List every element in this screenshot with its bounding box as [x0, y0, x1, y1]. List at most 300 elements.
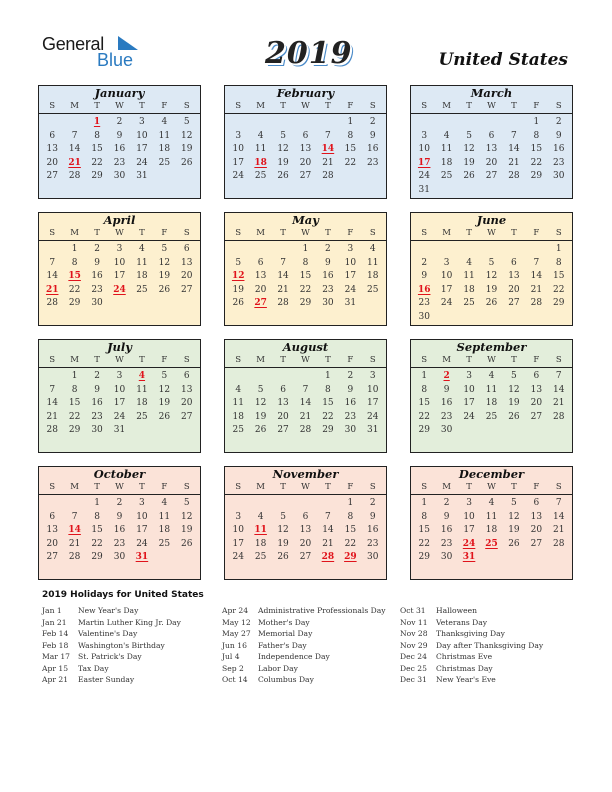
day-cell: 30: [440, 425, 453, 436]
empty-cell: [227, 370, 249, 384]
day-cell: 6: [49, 511, 56, 522]
day-cell: 30: [440, 552, 453, 563]
day-cell: 29: [418, 425, 430, 436]
day-cell: 10: [136, 130, 148, 141]
day-cell: 12: [277, 144, 289, 155]
day-cell: 3: [421, 130, 428, 141]
day-cell: 30: [367, 552, 379, 563]
holidays-title: 2019 Holidays for United States: [42, 590, 204, 600]
day-cell: 25: [136, 284, 148, 295]
day-cell: 2: [347, 371, 354, 381]
empty-cell: [249, 370, 271, 384]
holiday-day-cell: 14: [68, 525, 81, 536]
day-cell: 27: [299, 552, 312, 563]
day-cell: 30: [344, 425, 357, 436]
empty-cell: [435, 116, 457, 130]
empty-cell: [249, 497, 271, 511]
day-cell: 21: [553, 398, 565, 409]
weekday-header-row: [411, 481, 572, 495]
day-cell: 24: [136, 157, 148, 168]
empty-cell: [63, 497, 85, 511]
day-cell: 24: [418, 171, 430, 182]
month-may: [224, 212, 387, 326]
day-grid: [225, 368, 386, 438]
day-cell: 31: [367, 425, 379, 436]
day-cell: 22: [68, 284, 81, 295]
day-cell: 25: [136, 411, 148, 422]
day-cell: 20: [530, 398, 543, 409]
weekday-label: T: [325, 355, 331, 365]
weekday-label: S: [183, 228, 190, 238]
weekday-label: F: [533, 482, 540, 492]
day-cell: 10: [136, 511, 148, 522]
day-cell: 2: [325, 244, 331, 254]
day-cell: 23: [344, 411, 357, 422]
day-cell: 15: [91, 144, 103, 155]
holiday-name: Martin Luther King Jr. Day: [78, 617, 181, 627]
day-cell: 2: [369, 117, 376, 127]
holiday-name: New Year's Day: [78, 606, 139, 615]
weekday-label: F: [347, 228, 354, 238]
day-cell: 10: [367, 384, 379, 395]
day-cell: 28: [553, 538, 565, 549]
empty-cell: [294, 370, 316, 384]
day-cell: 19: [158, 271, 171, 282]
day-cell: 28: [68, 552, 81, 563]
empty-cell: [480, 243, 502, 257]
month-name: August: [282, 340, 329, 354]
weekday-label: M: [442, 482, 451, 492]
holiday-row: [42, 663, 181, 675]
day-cell: 2: [421, 257, 428, 268]
day-cell: 26: [181, 157, 193, 168]
logo-text-blue: Blue: [97, 50, 134, 70]
day-cell: 26: [232, 298, 244, 309]
day-cell: 27: [299, 171, 312, 182]
day-cell: 25: [485, 411, 498, 422]
day-cell: 31: [136, 171, 148, 182]
day-cell: 20: [530, 525, 543, 536]
day-cell: 18: [158, 144, 171, 155]
empty-cell: [272, 497, 294, 511]
day-cell: 8: [71, 257, 78, 268]
weekday-header-row: [411, 100, 572, 114]
day-cell: 17: [440, 284, 453, 295]
day-cell: 9: [443, 511, 450, 522]
empty-cell: [317, 497, 339, 511]
weekday-label: T: [466, 482, 472, 492]
day-cell: 17: [232, 157, 244, 168]
weekday-label: F: [347, 101, 354, 111]
day-cell: 22: [299, 284, 312, 295]
day-cell: 14: [46, 271, 58, 282]
day-cell: 29: [91, 171, 103, 182]
weekday-label: T: [139, 228, 145, 238]
day-cell: 30: [113, 552, 126, 563]
day-cell: 18: [232, 411, 244, 422]
weekday-label: S: [235, 228, 242, 238]
day-cell: 27: [181, 411, 193, 422]
day-cell: 18: [136, 271, 148, 282]
holiday-day-cell: 25: [485, 538, 498, 549]
day-grid: [39, 495, 200, 565]
weekday-label: S: [555, 228, 562, 238]
day-grid: [411, 114, 572, 198]
day-grid: [411, 368, 572, 438]
day-cell: 12: [508, 511, 520, 522]
holiday-name: Washington's Birthday: [78, 640, 165, 650]
weekday-label: W: [301, 482, 310, 492]
holiday-name: Columbus Day: [258, 675, 314, 684]
day-cell: 29: [418, 552, 430, 563]
day-cell: 27: [530, 411, 543, 422]
day-cell: 4: [466, 257, 472, 268]
holiday-date: Jul 4: [222, 652, 240, 661]
day-cell: 10: [418, 144, 430, 155]
month-december: [410, 466, 573, 580]
day-cell: 12: [181, 130, 193, 141]
empty-cell: [227, 243, 249, 257]
day-cell: 12: [181, 511, 193, 522]
day-cell: 1: [347, 498, 354, 508]
day-cell: 26: [277, 552, 289, 563]
holiday-row: [42, 628, 181, 640]
day-cell: 2: [116, 498, 123, 508]
weekday-label: T: [94, 355, 100, 365]
weekday-label: T: [94, 228, 100, 238]
day-cell: 7: [49, 257, 56, 268]
day-cell: 20: [299, 538, 312, 549]
day-cell: 6: [533, 498, 540, 508]
day-cell: 3: [139, 117, 145, 127]
weekday-label: S: [183, 355, 190, 365]
day-cell: 13: [485, 144, 498, 155]
holiday-date: Apr 21: [42, 675, 69, 684]
day-cell: 30: [322, 298, 334, 309]
holiday-name: Labor Day: [258, 663, 298, 673]
day-grid: [39, 368, 200, 438]
day-cell: 19: [277, 538, 289, 549]
day-cell: 22: [344, 157, 357, 168]
weekday-label: T: [139, 355, 145, 365]
month-august: [224, 339, 387, 453]
weekday-label: T: [139, 482, 145, 492]
holiday-row: [400, 617, 543, 629]
holiday-row: [222, 651, 386, 663]
day-cell: 2: [443, 498, 450, 508]
day-cell: 9: [116, 511, 123, 522]
empty-cell: [63, 116, 85, 130]
day-cell: 2: [94, 371, 100, 381]
weekday-header-row: [39, 481, 200, 495]
weekday-label: S: [369, 101, 376, 111]
empty-cell: [272, 370, 294, 384]
month-october: [38, 466, 201, 580]
day-cell: 3: [443, 257, 450, 268]
holiday-day-cell: 16: [417, 284, 431, 295]
weekday-header-row: [225, 481, 386, 495]
weekday-label: M: [256, 482, 265, 492]
day-cell: 8: [421, 511, 428, 522]
day-cell: 13: [181, 384, 193, 395]
day-cell: 29: [91, 552, 103, 563]
weekday-label: F: [533, 101, 540, 111]
empty-cell: [272, 116, 294, 130]
day-cell: 5: [466, 130, 472, 141]
day-cell: 23: [113, 157, 126, 168]
day-cell: 28: [277, 298, 289, 309]
day-cell: 7: [511, 130, 517, 141]
day-cell: 22: [91, 538, 103, 549]
day-cell: 20: [181, 398, 193, 409]
day-cell: 15: [530, 144, 543, 155]
day-cell: 28: [299, 425, 312, 436]
holiday-day-cell: 31: [462, 552, 476, 563]
day-cell: 4: [257, 511, 264, 522]
weekday-header-row: [39, 354, 200, 368]
day-cell: 11: [232, 398, 244, 409]
day-cell: 20: [299, 157, 312, 168]
holiday-row: [400, 651, 543, 663]
day-cell: 17: [463, 525, 475, 536]
holiday-day-cell: 24: [113, 284, 126, 295]
day-cell: 8: [421, 384, 428, 395]
day-cell: 1: [71, 244, 78, 254]
empty-cell: [227, 497, 249, 511]
holiday-date: Mar 17: [42, 652, 71, 661]
weekday-label: S: [421, 355, 428, 365]
day-grid: [225, 114, 386, 184]
day-cell: 4: [257, 130, 264, 141]
weekday-label: F: [533, 355, 540, 365]
month-february: [224, 85, 387, 199]
day-cell: 23: [322, 284, 334, 295]
day-cell: 23: [91, 284, 103, 295]
day-cell: 22: [322, 411, 334, 422]
day-cell: 3: [347, 244, 354, 254]
empty-cell: [249, 116, 271, 130]
day-cell: 19: [485, 284, 498, 295]
day-cell: 18: [485, 398, 498, 409]
day-cell: 30: [418, 311, 430, 322]
holiday-row: [222, 617, 386, 629]
logo-triangle-icon: [118, 36, 138, 50]
day-cell: 1: [94, 498, 100, 508]
day-cell: 10: [232, 144, 244, 155]
day-cell: 13: [46, 525, 58, 536]
day-cell: 26: [485, 298, 498, 309]
weekday-label: W: [115, 355, 124, 365]
holiday-name: Valentine's Day: [78, 629, 138, 638]
weekday-label: T: [280, 101, 286, 111]
day-cell: 13: [530, 511, 543, 522]
month-name: December: [458, 467, 525, 481]
day-cell: 26: [508, 538, 520, 549]
day-cell: 16: [440, 398, 453, 409]
day-cell: 7: [325, 511, 331, 522]
day-cell: 18: [136, 398, 148, 409]
day-cell: 10: [113, 384, 126, 395]
day-cell: 1: [555, 244, 562, 254]
day-cell: 24: [344, 284, 357, 295]
day-cell: 28: [46, 425, 58, 436]
day-cell: 22: [91, 157, 103, 168]
empty-cell: [227, 116, 249, 130]
day-cell: 1: [421, 371, 428, 381]
day-cell: 17: [463, 398, 475, 409]
month-april: [38, 212, 201, 326]
day-cell: 19: [508, 525, 520, 536]
holiday-date: Oct 14: [222, 675, 248, 684]
day-cell: 10: [232, 525, 244, 536]
day-cell: 23: [440, 411, 453, 422]
weekday-label: F: [347, 482, 354, 492]
holiday-name: Day after Thanksgiving Day: [436, 640, 544, 650]
weekday-label: M: [256, 101, 265, 111]
empty-cell: [525, 243, 547, 257]
logo-text-general: General: [42, 34, 104, 54]
day-cell: 9: [94, 384, 100, 395]
holiday-row: [222, 605, 386, 617]
day-cell: 11: [136, 384, 148, 395]
day-cell: 4: [235, 384, 242, 395]
weekday-label: T: [466, 228, 472, 238]
day-cell: 13: [530, 384, 543, 395]
day-cell: 26: [158, 284, 171, 295]
day-cell: 3: [235, 130, 242, 141]
weekday-label: T: [94, 482, 100, 492]
day-cell: 3: [466, 498, 472, 508]
day-cell: 25: [232, 425, 244, 436]
day-cell: 9: [555, 130, 562, 141]
day-cell: 6: [280, 384, 286, 395]
weekday-label: M: [70, 482, 79, 492]
day-cell: 20: [485, 157, 498, 168]
day-cell: 29: [530, 171, 543, 182]
empty-cell: [294, 497, 316, 511]
weekday-label: S: [421, 482, 428, 492]
weekday-label: S: [421, 101, 428, 111]
holiday-name: Thanksgiving Day: [436, 629, 505, 638]
day-cell: 1: [421, 498, 428, 508]
day-cell: 28: [553, 411, 565, 422]
day-cell: 5: [511, 371, 517, 381]
holiday-day-cell: 28: [321, 552, 335, 563]
weekday-header-row: [411, 354, 572, 368]
day-cell: 6: [302, 511, 309, 522]
weekday-label: M: [442, 228, 451, 238]
weekday-label: S: [235, 355, 242, 365]
year-title: 2019: [265, 36, 353, 71]
day-cell: 22: [530, 157, 543, 168]
day-cell: 8: [302, 257, 309, 268]
day-cell: 26: [181, 538, 193, 549]
day-cell: 11: [367, 257, 379, 268]
empty-cell: [41, 243, 63, 257]
day-cell: 5: [280, 130, 286, 141]
weekday-label: T: [511, 228, 517, 238]
day-cell: 21: [299, 411, 312, 422]
weekday-label: F: [161, 228, 168, 238]
day-cell: 25: [254, 552, 267, 563]
holiday-date: May 12: [222, 617, 251, 627]
day-cell: 27: [181, 284, 193, 295]
weekday-label: S: [49, 101, 56, 111]
day-cell: 12: [158, 257, 171, 268]
weekday-header-row: [39, 227, 200, 241]
day-cell: 14: [530, 271, 543, 282]
empty-cell: [294, 116, 316, 130]
empty-cell: [480, 116, 502, 130]
weekday-label: F: [347, 355, 354, 365]
holiday-date: Jan 21: [42, 617, 67, 627]
holiday-day-cell: 1: [93, 117, 101, 127]
holiday-row: [400, 674, 543, 686]
holiday-row: [222, 640, 386, 652]
holiday-name: Administrative Professionals Day: [258, 606, 386, 615]
day-cell: 16: [91, 271, 103, 282]
day-cell: 15: [299, 271, 312, 282]
day-cell: 18: [485, 525, 498, 536]
day-cell: 4: [488, 371, 495, 381]
day-cell: 21: [508, 157, 520, 168]
holiday-row: [400, 640, 543, 652]
day-cell: 20: [508, 284, 520, 295]
month-name: June: [476, 213, 507, 227]
empty-cell: [41, 116, 63, 130]
day-cell: 17: [344, 271, 357, 282]
holiday-day-cell: 4: [138, 371, 146, 381]
day-cell: 2: [369, 498, 376, 508]
day-cell: 5: [183, 498, 190, 508]
month-july: [38, 339, 201, 453]
day-cell: 15: [553, 271, 565, 282]
month-name: July: [107, 340, 132, 354]
day-cell: 19: [463, 157, 475, 168]
holiday-day-cell: 29: [344, 552, 357, 563]
weekday-label: M: [70, 228, 79, 238]
holiday-date: Feb 14: [42, 629, 69, 638]
weekday-label: T: [466, 101, 472, 111]
weekday-label: T: [511, 482, 517, 492]
day-cell: 16: [113, 525, 126, 536]
day-cell: 8: [94, 130, 100, 141]
day-cell: 11: [485, 384, 498, 395]
day-cell: 9: [325, 257, 331, 268]
month-name: May: [292, 213, 319, 227]
empty-cell: [41, 497, 63, 511]
day-cell: 14: [46, 398, 58, 409]
day-cell: 5: [161, 244, 168, 254]
day-cell: 13: [299, 144, 312, 155]
day-cell: 15: [418, 525, 430, 536]
day-cell: 31: [113, 425, 126, 436]
holiday-date: Dec 24: [400, 652, 427, 661]
day-cell: 14: [277, 271, 289, 282]
day-cell: 27: [530, 538, 543, 549]
weekday-header-row: [225, 227, 386, 241]
weekday-label: F: [161, 355, 168, 365]
day-cell: 13: [508, 271, 520, 282]
day-cell: 1: [347, 117, 354, 127]
weekday-header-row: [225, 100, 386, 114]
holiday-date: Apr 24: [222, 606, 249, 615]
day-cell: 23: [367, 538, 379, 549]
day-cell: 10: [463, 384, 475, 395]
day-grid: [39, 114, 200, 184]
weekday-label: T: [325, 228, 331, 238]
day-cell: 2: [555, 117, 562, 127]
